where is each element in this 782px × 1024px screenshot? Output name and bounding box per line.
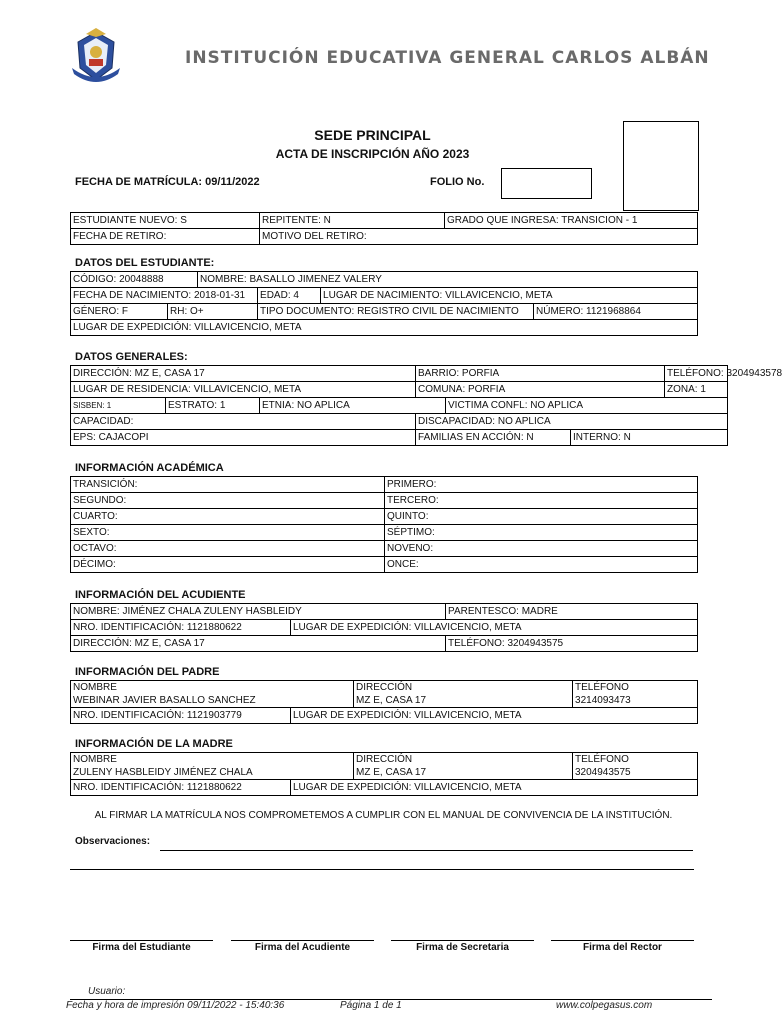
- birth-place-cell: LUGAR DE NACIMIENTO: VILLAVICENCIO, META: [321, 288, 698, 304]
- mother-id-cell: NRO. IDENTIFICACIÓN: 1121880622: [71, 780, 291, 796]
- academic-grade-cell: NOVENO:: [385, 541, 698, 557]
- phone-cell: TELÉFONO: 3204943578: [665, 366, 728, 382]
- secretary-signature-label: Firma de Secretaria: [416, 942, 509, 953]
- academic-grade-cell: OCTAVO:: [71, 541, 385, 557]
- mother-address-cell: [354, 753, 573, 780]
- document-number-cell: NÚMERO: 1121968864: [534, 304, 698, 320]
- footer-page: Página 1 de 1: [340, 1000, 402, 1011]
- father-section-title: INFORMACIÓN DEL PADRE: [75, 666, 220, 678]
- academic-row: [71, 541, 698, 557]
- issue-place-cell: LUGAR DE EXPEDICIÓN: VILLAVICENCIO, META: [71, 320, 698, 336]
- academic-grade-cell: DÉCIMO:: [71, 557, 385, 573]
- father-address-cell: [354, 681, 573, 708]
- student-code-cell: CÓDIGO: 20048888: [71, 272, 198, 288]
- academic-grade-cell: PRIMERO:: [385, 477, 698, 493]
- mother-name-label: NOMBRE: [73, 754, 117, 765]
- withdrawal-date-cell: FECHA DE RETIRO:: [71, 229, 260, 245]
- father-issue-place-cell: LUGAR DE EXPEDICIÓN: VILLAVICENCIO, META: [291, 708, 698, 724]
- academic-grade-cell: SÉPTIMO:: [385, 525, 698, 541]
- folio-label: FOLIO No.: [430, 176, 485, 188]
- secretary-signature-line[interactable]: [391, 940, 534, 941]
- mother-phone: 3204943575: [575, 767, 631, 778]
- repeater-cell: REPITENTE: N: [260, 213, 445, 229]
- general-section-title: DATOS GENERALES:: [75, 351, 188, 363]
- academic-table: [70, 476, 698, 573]
- academic-grade-cell: ONCE:: [385, 557, 698, 573]
- guardian-section-title: INFORMACIÓN DEL ACUDIENTE: [75, 589, 246, 601]
- observations-line-2[interactable]: [70, 869, 694, 870]
- age-cell: EDAD: 4: [258, 288, 321, 304]
- grade-cell: GRADO QUE INGRESA: TRANSICION - 1: [445, 213, 698, 229]
- birth-date-cell: FECHA DE NACIMIENTO: 2018-01-31: [71, 288, 258, 304]
- school-crest-icon: [68, 28, 124, 84]
- institution-title: INSTITUCIÓN EDUCATIVA GENERAL CARLOS ALBÁN: [185, 48, 710, 68]
- boarding-cell: INTERNO: N: [571, 430, 728, 446]
- observations-label: Observaciones:: [75, 836, 151, 847]
- academic-grade-cell: TRANSICIÓN:: [71, 477, 385, 493]
- rector-signature-label: Firma del Rector: [583, 942, 662, 953]
- sisben-cell: SISBEN: 1: [71, 398, 166, 414]
- student-table: [70, 271, 698, 336]
- capacity-cell: CAPACIDAD:: [71, 414, 416, 430]
- document-type-cell: TIPO DOCUMENTO: REGISTRO CIVIL DE NACIMIENTO: [258, 304, 534, 320]
- gender-cell: GÉNERO: F: [71, 304, 168, 320]
- academic-row: [71, 477, 698, 493]
- commune-cell: COMUNA: PORFIA: [416, 382, 665, 398]
- commitment-text: AL FIRMAR LA MATRÍCULA NOS COMPROMETEMOS A CUMPLIR CON EL MANUAL DE CONVIVENCIA DE LA INSTITUCIÓN.: [94, 810, 673, 821]
- mother-address: MZ E, CASA 17: [356, 767, 427, 778]
- photo-box: [623, 121, 699, 211]
- academic-row: [71, 525, 698, 541]
- footer-website[interactable]: www.colpegasus.com: [556, 1000, 653, 1011]
- father-phone-cell: [573, 681, 698, 708]
- mother-phone-label: TELÉFONO: [575, 754, 629, 765]
- academic-grade-cell: QUINTO:: [385, 509, 698, 525]
- mother-name-cell: [71, 753, 354, 780]
- mother-address-label: DIRECCIÓN: [356, 754, 413, 765]
- academic-row: [71, 509, 698, 525]
- guardian-phone-cell: TELÉFONO: 3204943575: [446, 636, 698, 652]
- mother-name: ZULENY HASBLEIDY JIMÉNEZ CHALA: [73, 767, 253, 778]
- mother-section-title: INFORMACIÓN DE LA MADRE: [75, 738, 233, 750]
- footer-user: Usuario:: [88, 986, 126, 997]
- address-cell: DIRECCIÓN: MZ E, CASA 17: [71, 366, 416, 382]
- father-name-label: NOMBRE: [73, 682, 117, 693]
- new-student-cell: ESTUDIANTE NUEVO: S: [71, 213, 260, 229]
- guardian-name-cell: NOMBRE: JIMÉNEZ CHALA ZULENY HASBLEIDY: [71, 604, 446, 620]
- father-phone: 3214093473: [575, 695, 631, 706]
- guardian-signature-line[interactable]: [231, 940, 374, 941]
- mother-phone-cell: [573, 753, 698, 780]
- academic-grade-cell: CUARTO:: [71, 509, 385, 525]
- rh-cell: RH: O+: [168, 304, 258, 320]
- guardian-address-cell: DIRECCIÓN: MZ E, CASA 17: [71, 636, 446, 652]
- residence-cell: LUGAR DE RESIDENCIA: VILLAVICENCIO, META: [71, 382, 416, 398]
- folio-field[interactable]: [501, 168, 592, 199]
- withdrawal-reason-cell: MOTIVO DEL RETIRO:: [260, 229, 698, 245]
- guardian-issue-place-cell: LUGAR DE EXPEDICIÓN: VILLAVICENCIO, META: [291, 620, 698, 636]
- father-table: [70, 680, 698, 724]
- victim-cell: VICTIMA CONFL: NO APLICA: [446, 398, 728, 414]
- ethnicity-cell: ETNIA: NO APLICA: [260, 398, 446, 414]
- student-name-cell: NOMBRE: BASALLO JIMENEZ VALERY: [198, 272, 698, 288]
- eps-cell: EPS: CAJACOPI: [71, 430, 416, 446]
- father-id-cell: NRO. IDENTIFICACIÓN: 1121903779: [71, 708, 291, 724]
- sede-title: SEDE PRINCIPAL: [314, 127, 431, 143]
- enrollment-date: FECHA DE MATRÍCULA: 09/11/2022: [75, 176, 260, 188]
- academic-grade-cell: TERCERO:: [385, 493, 698, 509]
- mother-table: [70, 752, 698, 796]
- general-table: [70, 365, 782, 446]
- academic-grade-cell: SEXTO:: [71, 525, 385, 541]
- student-signature-label: Firma del Estudiante: [92, 942, 191, 953]
- mother-issue-place-cell: LUGAR DE EXPEDICIÓN: VILLAVICENCIO, META: [291, 780, 698, 796]
- enrollment-table: [70, 212, 698, 245]
- footer-print-date: Fecha y hora de impresión 09/11/2022 - 15:40:36: [66, 1000, 285, 1011]
- academic-section-title: INFORMACIÓN ACADÉMICA: [75, 462, 224, 474]
- observations-line[interactable]: [160, 850, 693, 851]
- neighborhood-cell: BARRIO: PORFIA: [416, 366, 665, 382]
- father-name-cell: [71, 681, 354, 708]
- student-signature-line[interactable]: [70, 940, 213, 941]
- stratum-cell: ESTRATO: 1: [166, 398, 260, 414]
- zone-cell: ZONA: 1: [665, 382, 728, 398]
- father-phone-label: TELÉFONO: [575, 682, 629, 693]
- disability-cell: DISCAPACIDAD: NO APLICA: [416, 414, 728, 430]
- families-cell: FAMILIAS EN ACCIÓN: N: [416, 430, 571, 446]
- father-address-label: DIRECCIÓN: [356, 682, 413, 693]
- student-section-title: DATOS DEL ESTUDIANTE:: [75, 257, 215, 269]
- rector-signature-line[interactable]: [551, 940, 694, 941]
- father-name: WEBINAR JAVIER BASALLO SANCHEZ: [73, 695, 256, 706]
- guardian-relation-cell: PARENTESCO: MADRE: [446, 604, 698, 620]
- guardian-signature-label: Firma del Acudiente: [254, 942, 351, 953]
- academic-row: [71, 557, 698, 573]
- father-address: MZ E, CASA 17: [356, 695, 427, 706]
- academic-grade-cell: SEGUNDO:: [71, 493, 385, 509]
- guardian-id-cell: NRO. IDENTIFICACIÓN: 1121880622: [71, 620, 291, 636]
- guardian-table: [70, 603, 698, 652]
- academic-row: [71, 493, 698, 509]
- acta-title: ACTA DE INSCRIPCIÓN AÑO 2023: [275, 147, 470, 161]
